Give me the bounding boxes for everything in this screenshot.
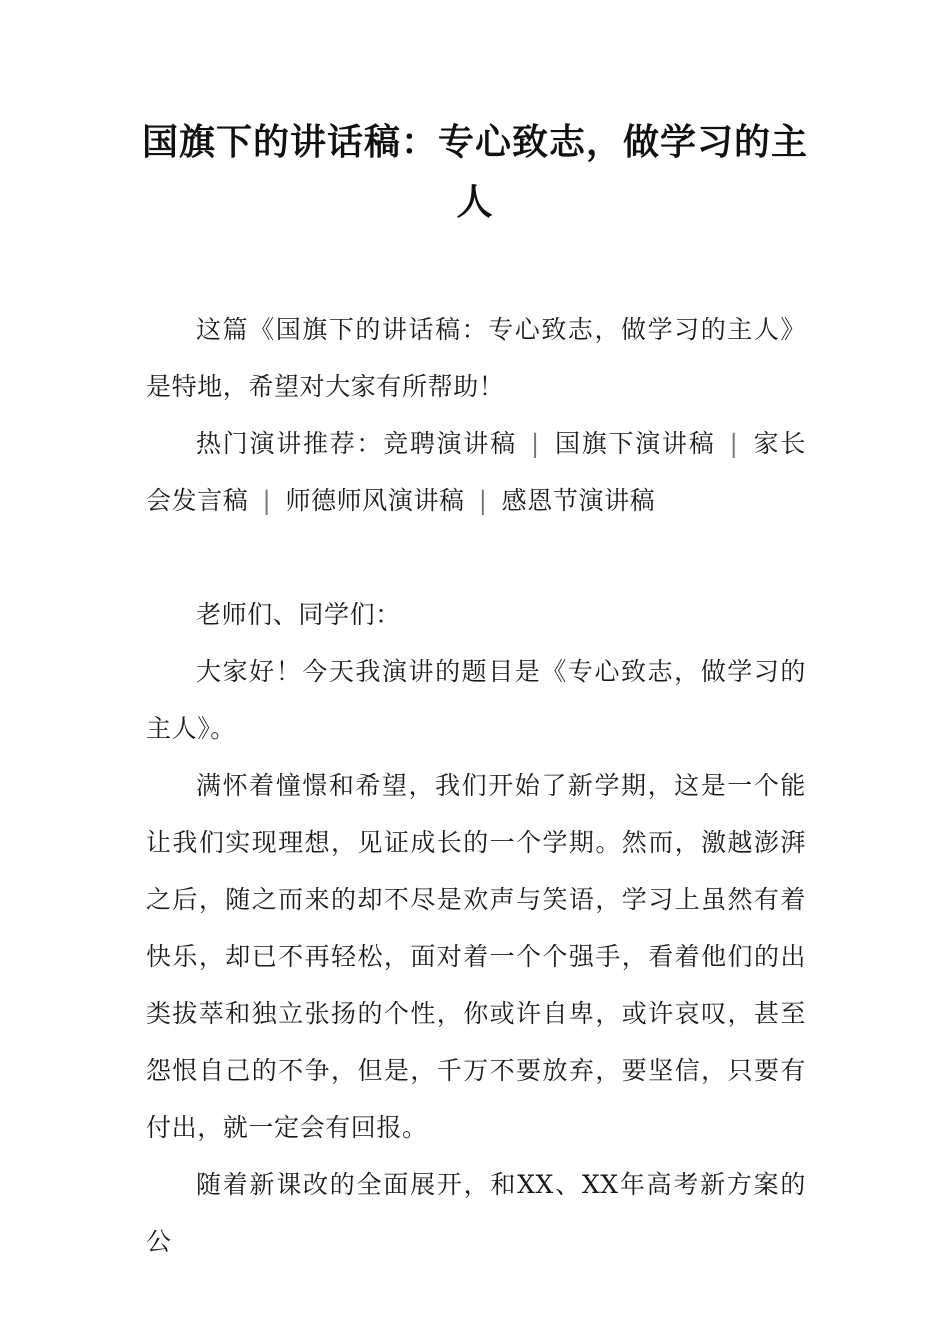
recommend-label: 热门演讲推荐： xyxy=(196,429,384,458)
document-title: 国旗下的讲话稿：专心致志，做学习的主人 xyxy=(141,122,808,223)
recommend-link-parent-meeting-speech[interactable]: 家长会发言稿 xyxy=(146,429,806,515)
recommend-separator: | xyxy=(530,429,540,458)
intro-paragraph: 这篇《国旗下的讲话稿：专心致志，做学习的主人》是特地，希望对大家有所帮助！ xyxy=(146,315,806,401)
document-body xyxy=(146,301,806,1270)
recommend-link-thanksgiving-speech[interactable]: 感恩节演讲稿 xyxy=(501,486,656,515)
body-paragraph: 大家好！今天我演讲的题目是《专心致志，做学习的主人》。 xyxy=(146,657,806,743)
recommend-link-teacher-ethics-speech[interactable]: 师德师风演讲稿 xyxy=(285,486,465,515)
recommend-link-flag-speech[interactable]: 国旗下演讲稿 xyxy=(553,429,716,458)
body-paragraph: 满怀着憧憬和希望，我们开始了新学期，这是一个能让我们实现理想，见证成长的一个学期。然而，激越澎湃之后，随之而来的却不尽是欢声与笑语，学习上虽然有着快乐，却已不再轻松，面对着一个个强手，看着他们的出类拔萃和独立张扬的个性，你或许自卑，或许哀叹，甚至怨恨自己的不争，但是，千万不要放弃，要坚信，只要有付出，就一定会有回报。 xyxy=(146,771,806,1142)
recommend-separator: | xyxy=(478,486,488,515)
salutation: 老师们、同学们： xyxy=(196,600,401,629)
blank-line xyxy=(146,529,806,586)
recommend-paragraph xyxy=(146,415,806,529)
body-paragraph: 随着新课改的全面展开，和XX、XX年高考新方案的公 xyxy=(146,1170,806,1256)
recommend-link-competition-speech[interactable]: 竞聘演讲稿 xyxy=(383,429,517,458)
recommend-separator: | xyxy=(262,486,272,515)
recommend-separator: | xyxy=(729,429,739,458)
